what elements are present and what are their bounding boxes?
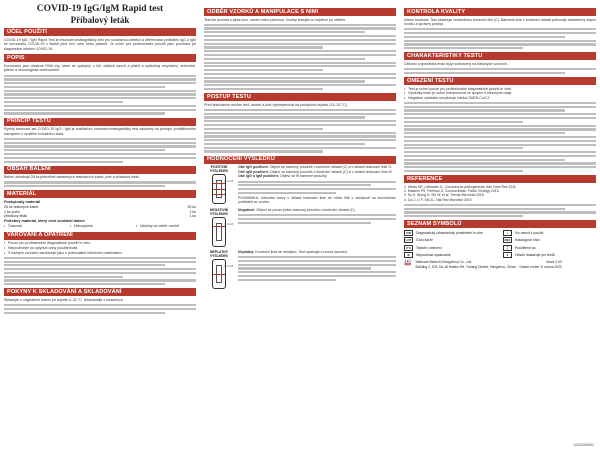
paragraph-placeholder: [4, 75, 196, 115]
section-text: Koronaviry jsou obalené RNA viry, které se vyskytují u lidí, dalších savců a ptáků a způsobují respirační, enterické, jaterní a neurologická onemocnění.: [4, 63, 196, 73]
ivd-icon: IVD: [405, 230, 411, 235]
section-heading: SEZNAM SYMBOLŮ: [404, 220, 596, 228]
section-text: Balení obsahuje 25 ks jednotlivě zabalených testovacích kazet, pufr a příbalový leták.: [4, 175, 140, 180]
leaflet-subtitle: Příbalový leták: [70, 15, 130, 25]
required-title: Potřebný materiál, který není součástí balení: [4, 219, 85, 224]
section-heading: OBSAH BALENÍ: [4, 166, 196, 174]
section-heading: ODBĚR VZORKŮ A MANIPULACE S NIMI: [204, 8, 396, 16]
paragraph-placeholder: [404, 28, 596, 49]
version: Verze 1.03: [546, 260, 562, 265]
paragraph-placeholder: [4, 257, 196, 286]
positive-result-text: Obě IgG pozitivní: Objeví se barevný proužek v kontrolní oblasti (C) a v oblasti testovací linie G. Obě IgM pozitivní: Objeví se barevný proužek v kontrolní oblasti (C) a v oblasti testovací linie M. Obě IgG a IgM pozitivní: Objeví se tři barevné proužky. POZNÁMKA: Intenzita barvy v oblasti testovací linie se může lišit v závislosti na koncentraci protilátek ve vzorku.: [238, 165, 396, 205]
section-text: Citlivost a specificita testu byly hodnoceny na klinických vzorcích.: [404, 61, 508, 66]
section-text: Interní kontrola: Test obsahuje vestavěnou kontrolní linii (C). Barevná linie v kontrolní oblasti potvrzuje dostatečný objem vzorku a správný postup.: [404, 17, 596, 27]
list-item: • Test je určen pouze pro profesionální diagnostické použití in vitro.: [404, 87, 596, 92]
reference-item: 3. Su S, Wong G, Shi W, et al. Trends Microbiol 2016.: [404, 193, 485, 198]
leaflet-title: [0, 4, 200, 26]
section-text: Rychlý testovací set COVID-19 IgG / IgM je kvalitativní imunochromatografický test založený na principu protilátkového zachycení s využitím koloidního zlata.: [4, 127, 196, 136]
invalid-result-text: Neplatný: Kontrolní linie se neobjeví. Test opakujte s novou kazetou.: [238, 250, 396, 283]
result-note: POZNÁMKA: Intenzita barvy v oblasti testovací linie se může lišit v závislosti na koncentraci protilátek ve vzorku.: [238, 195, 396, 205]
section-heading: KONTROLA KVALITY: [404, 8, 596, 16]
section-postup: [204, 93, 396, 152]
info-icon: i: [503, 230, 512, 236]
list-item: • Pouze pro profesionální diagnostické použití in vitro.: [4, 241, 196, 246]
section-seznam-symbolu: [404, 220, 596, 268]
sigma-icon: Σ: [503, 252, 512, 258]
section-heading: OMEZENÍ TESTU: [404, 77, 596, 85]
section-heading: VAROVÁNÍ A OPATŘENÍ: [4, 232, 196, 240]
section-princip: [4, 118, 196, 163]
section-pokyny: [4, 288, 196, 313]
paragraph-placeholder: [404, 68, 596, 74]
material-row: příbalový leták 1 ks: [4, 214, 196, 219]
section-material: [4, 190, 196, 228]
material-row: 1 ks pufru 1 ks: [4, 209, 196, 214]
section-text: COVID-19 IgG / IgM Rapid Test je imunochromatografický test pro současnou detekci a diferenciaci protilátek IgG a IgM ke koronaviru COVID-19 v lidské plné krvi, séru nebo plazmě. Je určen pro profesionální použití jako pomůcka při diagnostice infekce COVID-19.: [4, 37, 196, 51]
symbol-item: Σ Obsah dostačuje pro testů: [503, 252, 596, 258]
section-popis: [4, 54, 196, 114]
symbol-item: IVD Diagnostický zdravotnický prostředek in vitro: [405, 230, 483, 235]
section-varovani: [4, 232, 196, 286]
paragraph-placeholder: [204, 24, 396, 90]
reference-item: 2. Masters PS, Perlman S. Coronaviridae. Fields Virology 2013.: [404, 189, 500, 194]
cassette-positive: POZITIVNÍ VÝSLEDEK C G M: [204, 165, 234, 204]
section-text: Před testováním nechte test, vzorek a pufr vytemperovat na pokojovou teplotu (15–30 °C).: [204, 102, 348, 107]
negative-result-block: [204, 208, 396, 247]
section-charakteristiky: [404, 52, 596, 74]
column-middle: [204, 8, 396, 292]
symbol-item: ⊘ Nepoužívat opakovaně: [404, 252, 497, 258]
cassette-negative: NEGATIVNÍ VÝSLEDEK C G M: [204, 208, 234, 247]
negative-label: NEGATIVNÍ VÝSLEDEK: [209, 207, 229, 216]
manufacturer-footer: [404, 260, 596, 268]
invalid-label: NEPLATNÝ VÝSLEDEK: [209, 249, 229, 258]
positive-label: POZITIVNÍ VÝSLEDEK: [209, 165, 229, 174]
reference-item: 1. Weiss SR, Leibowitz JL. Coronavirus pathogenesis. Adv Virus Res 2011.: [404, 184, 517, 189]
list-item: • Výsledky testu je nutné interpretovat ve spojení s klinickými údaji.: [404, 91, 596, 96]
manufacturer-name: Safecare Biotech (Hangzhou) Co., Ltd.: [415, 260, 473, 265]
symbol-grid: [404, 230, 596, 259]
revision-date: Datum revize: 8. dubna 2020: [519, 264, 562, 269]
paragraph-placeholder: [404, 204, 596, 218]
column-left: [4, 28, 196, 317]
paragraph-placeholder: [4, 138, 196, 163]
manufacturer-address: Building 2, 203, No.18 Haishu Rd, Yuhang District, Hangzhou, China: [415, 264, 516, 269]
invalid-result-block: [204, 250, 396, 289]
provided-title: Poskytnutý materiál: [4, 199, 41, 204]
product-title: COVID-19 IgG/IgM Rapid test: [36, 4, 164, 14]
hourglass-icon: ⌛: [503, 245, 512, 251]
section-text: Skladujte v originálním balení při teplotě 2–30 °C. Neskladujte v mrazničce.: [4, 297, 124, 302]
symbol-item: 2°C Teplotní omezení: [405, 245, 442, 250]
paragraph-placeholder: [4, 304, 196, 314]
section-ucel: [4, 28, 196, 51]
section-heading: HODNOCENÍ VÝSLEDKŮ: [204, 156, 396, 164]
material-row: 25 ks testových kazet 25 ks: [4, 204, 196, 209]
section-heading: CHARAKTERISTIKY TESTU: [404, 52, 596, 60]
list-item: • S každým vzorkem zacházejte jako s potenciálně infekčním materiálem.: [4, 251, 196, 256]
section-heading: MATERIÁL: [4, 190, 196, 198]
symbol-item: REF Katalogové číslo: [504, 238, 540, 243]
positive-result-block: [204, 165, 396, 205]
section-heading: POKYNY K SKLADOVÁNÍ A SKLADOVÁNÍ: [4, 288, 196, 296]
factory-icon: 🏭: [404, 260, 412, 267]
ref-icon: REF: [504, 238, 511, 243]
symbol-item: i Viz návod k použití: [503, 230, 596, 236]
column-right: [404, 8, 596, 272]
section-kontrola: [404, 8, 596, 49]
list-item: • Nepoužívejte po uplynutí doby použitelnosti.: [4, 246, 196, 251]
section-reference: [404, 175, 596, 217]
section-heading: POSTUP TESTU: [204, 93, 396, 101]
paragraph-placeholder: [4, 181, 196, 187]
reference-item: 4. Cui J, Li F, Shi ZL. Nat Rev Microbiol 2019.: [404, 197, 473, 202]
symbol-item: LOT Číslo šarže: [405, 238, 433, 243]
section-heading: PRINCIP TESTU: [4, 118, 196, 126]
symbol-item: ⌛ Použitelné do: [503, 245, 596, 251]
document-code: 1/V01000001: [573, 443, 594, 447]
list-item: • Negativní výsledek nevylučuje infekci SARS-CoV-2.: [404, 96, 596, 101]
section-hodnoceni: [204, 156, 396, 289]
temperature-icon: 2°C: [405, 245, 412, 250]
no-reuse-icon: ⊘: [404, 252, 413, 258]
cassette-invalid: NEPLATNÝ VÝSLEDEK C G M: [204, 250, 234, 289]
section-text: Test lze provést s plnou krví, sérem nebo plazmou. Vzorky testujte co nejdříve po odběru.: [204, 17, 347, 22]
section-obsah: [4, 166, 196, 188]
lot-icon: LOT: [405, 238, 412, 243]
section-odber: [204, 8, 396, 90]
section-heading: POPIS: [4, 54, 196, 62]
section-heading: REFERENCE: [404, 175, 596, 183]
required-list: • Časovač • Mikropipeta • Nádoby na odběr vzorků: [4, 224, 196, 229]
negative-result-text: Negativní: Objeví se pouze jeden barevný proužek v kontrolní oblasti (C).: [238, 208, 396, 226]
paragraph-placeholder: [204, 109, 396, 153]
section-heading: ÚČEL POUŽITÍ: [4, 28, 196, 36]
section-omezeni: [404, 77, 596, 172]
paragraph-placeholder: [404, 102, 596, 172]
